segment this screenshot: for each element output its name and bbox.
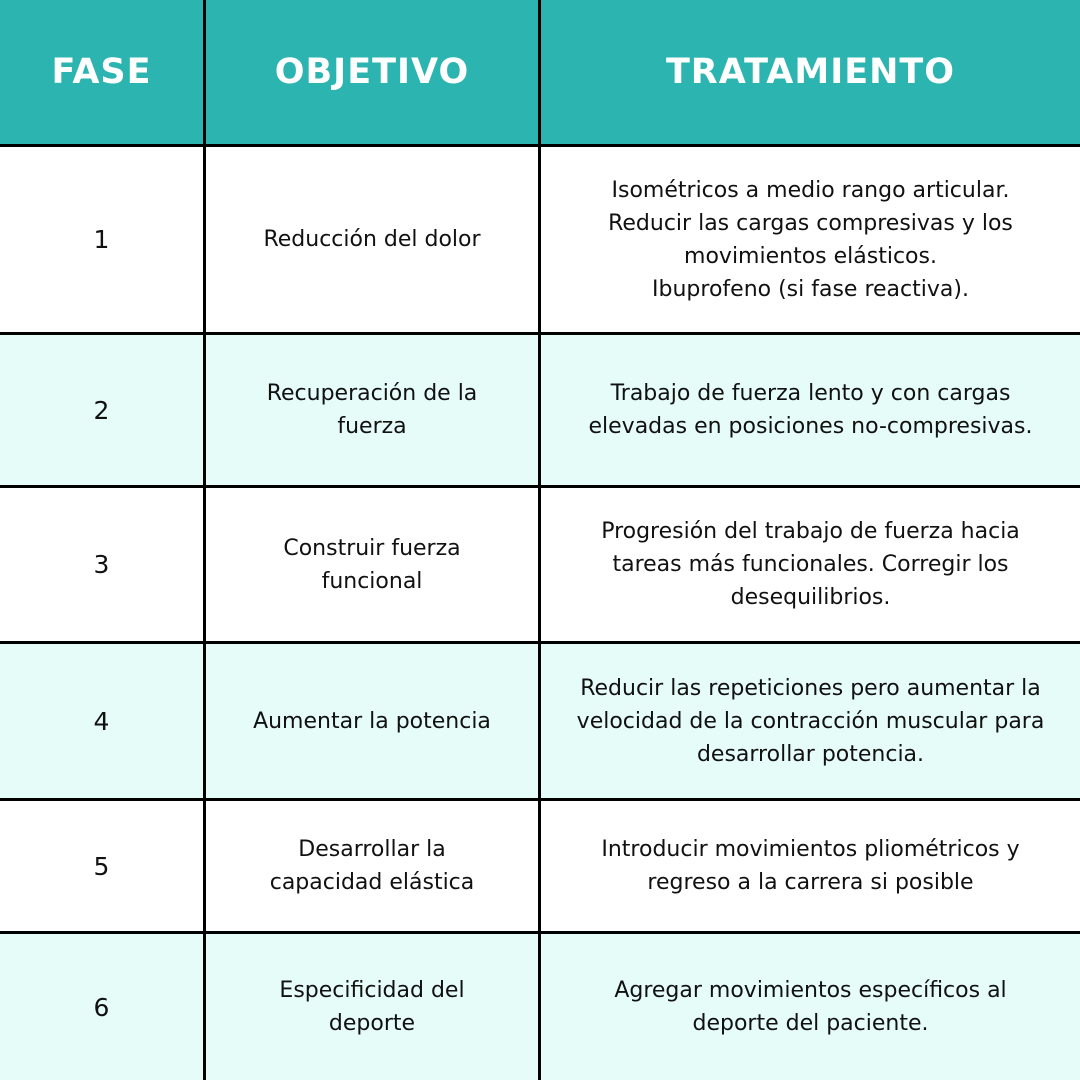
phase-treatment: Reducir las repeticiones pero aumentar la velocidad de la contracción muscular para desarrollar potencia. bbox=[541, 644, 1080, 798]
header-tratamiento: TRATAMIENTO bbox=[541, 0, 1080, 144]
phase-number: 5 bbox=[0, 801, 203, 931]
phase-objective: Reducción del dolor bbox=[206, 147, 538, 332]
phase-treatment: Progresión del trabajo de fuerza hacia tareas más funcionales. Corregir los desequilibrios. bbox=[541, 488, 1080, 641]
phase-treatment: Agregar movimientos específicos al deporte del paciente. bbox=[541, 934, 1080, 1080]
phase-objective: Construir fuerza funcional bbox=[206, 488, 538, 641]
phase-number: 2 bbox=[0, 335, 203, 485]
phase-objective: Especificidad del deporte bbox=[206, 934, 538, 1080]
phase-number: 1 bbox=[0, 147, 203, 332]
phase-objective: Desarrollar la capacidad elástica bbox=[206, 801, 538, 931]
header-fase: FASE bbox=[0, 0, 203, 144]
phase-number: 6 bbox=[0, 934, 203, 1080]
phase-objective: Recuperación de la fuerza bbox=[206, 335, 538, 485]
phase-treatment: Introducir movimientos pliométricos y regreso a la carrera si posible bbox=[541, 801, 1080, 931]
phase-number: 3 bbox=[0, 488, 203, 641]
phase-objective: Aumentar la potencia bbox=[206, 644, 538, 798]
phase-number: 4 bbox=[0, 644, 203, 798]
phase-treatment: Isométricos a medio rango articular. Reducir las cargas compresivas y los movimientos elásticos. Ibuprofeno (si fase reactiva). bbox=[541, 147, 1080, 332]
phase-treatment: Trabajo de fuerza lento y con cargas elevadas en posiciones no-compresivas. bbox=[541, 335, 1080, 485]
header-objetivo: OBJETIVO bbox=[206, 0, 538, 144]
